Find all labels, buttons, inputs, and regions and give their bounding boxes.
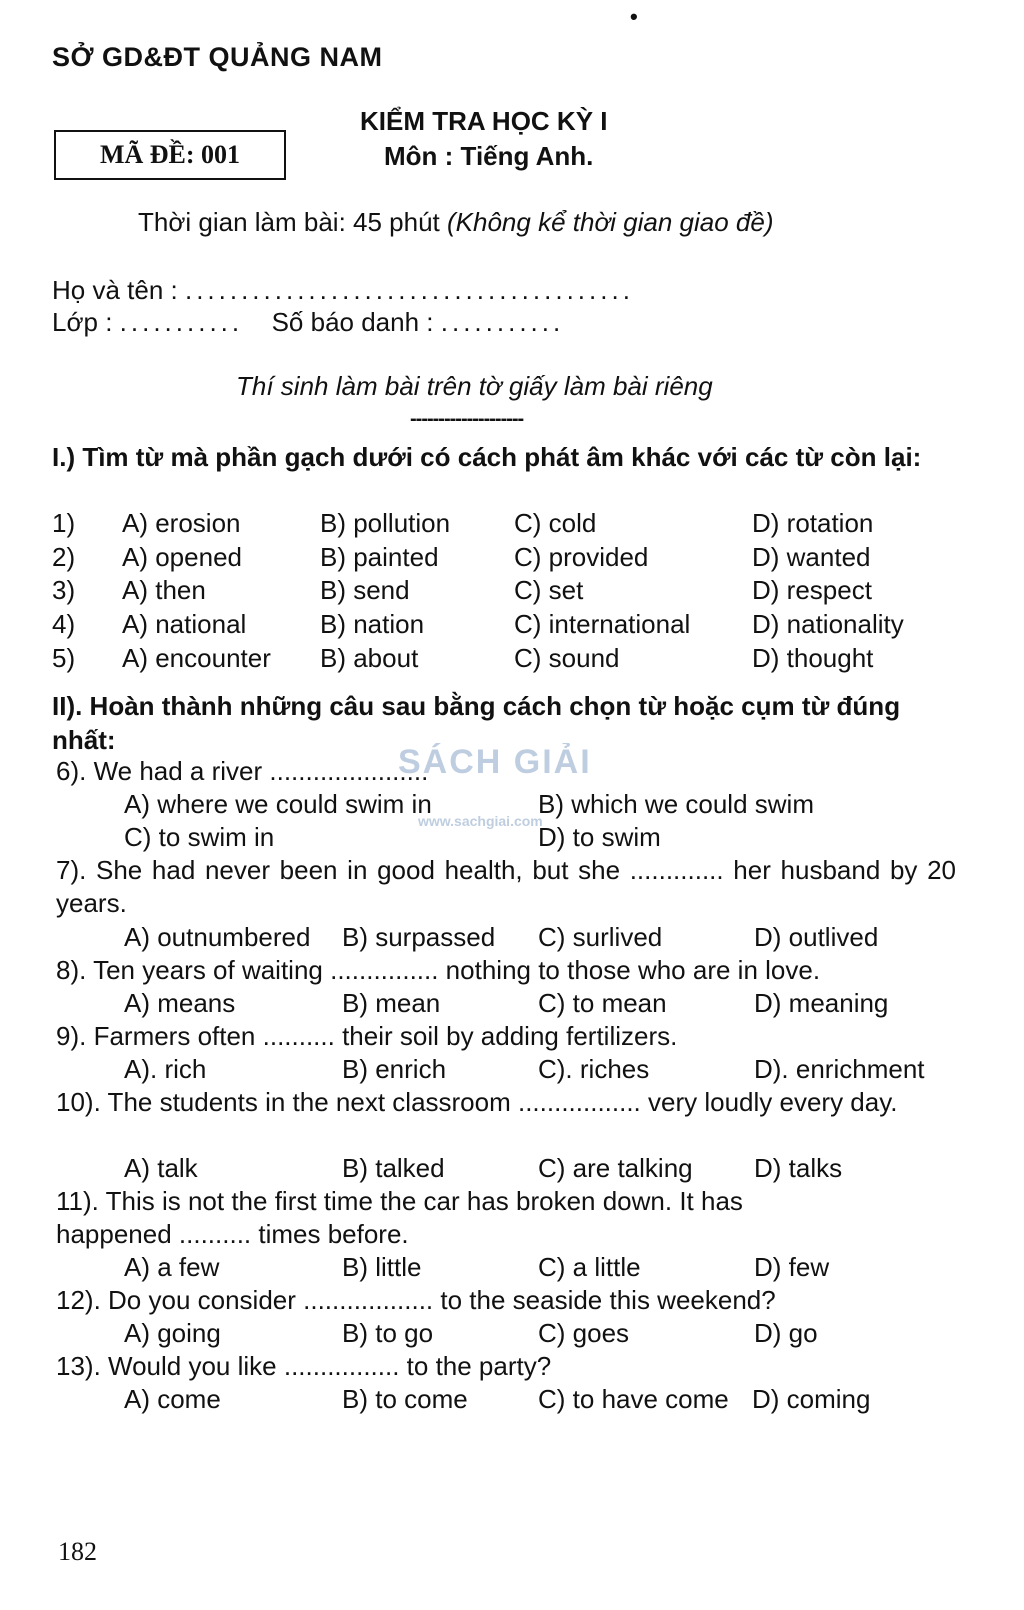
option-d: D). enrichment — [754, 1054, 925, 1084]
option-b: B) to come — [342, 1384, 468, 1414]
page-number: 182 — [58, 1537, 97, 1566]
option-c: C) to mean — [538, 988, 667, 1018]
option-a: A) come — [124, 1384, 221, 1414]
question-10-stem: 10). The students in the next classroom ................. very loudly every day. — [56, 1087, 898, 1117]
option-a: A) erosion — [122, 508, 241, 538]
question-11-stem: 11). This is not the first time the car has broken down. It has happened .......... times before. — [56, 1186, 743, 1249]
question-13-stem: 13). Would you like ................ to the party? — [56, 1351, 552, 1381]
option-c: C) to swim in — [124, 822, 275, 852]
instruction: Thí sinh làm bài trên tờ giấy làm bài riêng — [236, 371, 713, 401]
section-2-heading: II). Hoàn thành những câu sau bằng cách chọn từ hoặc cụm từ đúng nhất: — [52, 691, 901, 755]
option-d: D) few — [754, 1252, 830, 1282]
option-b: B) enrich — [342, 1054, 447, 1084]
question-6-options-row-1 — [124, 788, 964, 821]
question-6-stem: 6). We had a river ...................... — [56, 756, 429, 786]
option-b: B) which we could swim — [538, 789, 814, 819]
question-9-stem: 9). Farmers often .......... their soil by adding fertilizers. — [56, 1021, 678, 1051]
candidate-label: Số báo danh : — [271, 307, 434, 337]
option-a: A) where we could swim in — [124, 789, 432, 819]
option-d: D) to swim — [538, 822, 661, 852]
option-a: A) outnumbered — [124, 922, 311, 952]
question-10-options — [124, 1152, 964, 1185]
option-c: C) sound — [514, 643, 620, 673]
exam-code-box — [54, 130, 286, 180]
option-a: A) national — [122, 609, 247, 639]
exam-code: MÃ ĐỀ: 001 — [99, 140, 241, 169]
option-d: D) talks — [754, 1153, 843, 1183]
pronunciation-item — [52, 607, 972, 641]
item-number: 1) — [52, 508, 76, 538]
option-c: C) are talking — [538, 1153, 693, 1183]
candidate-fill: ........... — [440, 307, 565, 337]
option-d: D) go — [754, 1318, 818, 1348]
option-d: D) nationality — [752, 609, 904, 639]
option-c: C) international — [514, 609, 691, 639]
option-a: A). rich — [124, 1054, 207, 1084]
option-b: B) nation — [320, 609, 425, 639]
pronunciation-item — [52, 573, 972, 607]
option-a: A) a few — [124, 1252, 220, 1282]
option-d: D) rotation — [752, 508, 874, 538]
class-fill: ........... — [119, 307, 244, 337]
option-d: D) wanted — [752, 542, 871, 572]
option-c: C) provided — [514, 542, 649, 572]
option-a: A) then — [122, 575, 206, 605]
question-9-options — [124, 1053, 964, 1086]
section-1-heading: I.) Tìm từ mà phần gạch dưới có cách phát âm khác với các từ còn lại: — [52, 442, 922, 472]
option-b: B) to go — [342, 1318, 434, 1348]
option-c: C) a little — [538, 1252, 641, 1282]
item-number: 4) — [52, 609, 76, 639]
question-8-options — [124, 987, 964, 1020]
option-c: C) set — [514, 575, 584, 605]
option-c: C) to have come — [538, 1384, 729, 1414]
name-label: Họ và tên : — [52, 275, 178, 305]
option-c: C) surlived — [538, 922, 663, 952]
option-a: A) talk — [124, 1153, 198, 1183]
duration-note: (Không kể thời gian giao đề) — [447, 207, 774, 237]
pronunciation-item — [52, 540, 972, 574]
option-b: B) surpassed — [342, 922, 496, 952]
question-12-stem: 12). Do you consider .................. to the seaside this weekend? — [56, 1285, 776, 1315]
option-b: B) little — [342, 1252, 422, 1282]
watermark-logo: SÁCH GIẢI — [398, 743, 592, 781]
department-heading: SỞ GD&ĐT QUẢNG NAM — [52, 42, 383, 72]
pronunciation-item — [52, 506, 972, 540]
class-candidate-row — [52, 307, 564, 338]
watermark-url: www.sachgiai.com — [418, 813, 543, 829]
option-c: C) goes — [538, 1318, 630, 1348]
option-d: D) meaning — [754, 988, 889, 1018]
name-fill: ........................................ — [184, 275, 634, 305]
question-8-stem: 8). Ten years of waiting ............... nothing to those who are in love. — [56, 955, 821, 985]
exam-duration — [138, 207, 774, 238]
option-d: D) respect — [752, 575, 872, 605]
exam-subject: Môn : Tiếng Anh. — [384, 141, 594, 171]
corner-dot: • — [630, 4, 638, 29]
option-a: A) going — [124, 1318, 221, 1348]
exam-title: KIỂM TRA HỌC KỲ I — [360, 106, 608, 136]
pronunciation-item — [52, 641, 972, 675]
question-13-options — [124, 1383, 964, 1416]
option-c: C) cold — [514, 508, 597, 538]
item-number: 2) — [52, 542, 76, 572]
option-d: D) thought — [752, 643, 874, 673]
question-6-options-row-2 — [124, 821, 964, 854]
option-b: B) about — [320, 643, 419, 673]
student-name-row — [52, 275, 634, 306]
question-12-options — [124, 1317, 964, 1350]
option-b: B) pollution — [320, 508, 451, 538]
duration-text: Thời gian làm bài: 45 phút — [138, 207, 440, 237]
class-label: Lớp : — [52, 307, 113, 337]
divider: -------------------- — [410, 408, 524, 430]
option-d: D) coming — [752, 1384, 871, 1414]
option-a: A) means — [124, 988, 236, 1018]
question-7-options — [124, 921, 964, 954]
option-b: B) send — [320, 575, 410, 605]
item-number: 5) — [52, 643, 76, 673]
item-number: 3) — [52, 575, 76, 605]
option-a: A) opened — [122, 542, 242, 572]
option-c: C). riches — [538, 1054, 650, 1084]
option-b: B) talked — [342, 1153, 445, 1183]
option-b: B) mean — [342, 988, 441, 1018]
option-d: D) outlived — [754, 922, 879, 952]
question-7-stem: 7). She had never been in good health, but she ............. her husband by 20 years. — [56, 855, 956, 918]
option-a: A) encounter — [122, 643, 271, 673]
option-b: B) painted — [320, 542, 439, 572]
question-11-options — [124, 1251, 964, 1284]
